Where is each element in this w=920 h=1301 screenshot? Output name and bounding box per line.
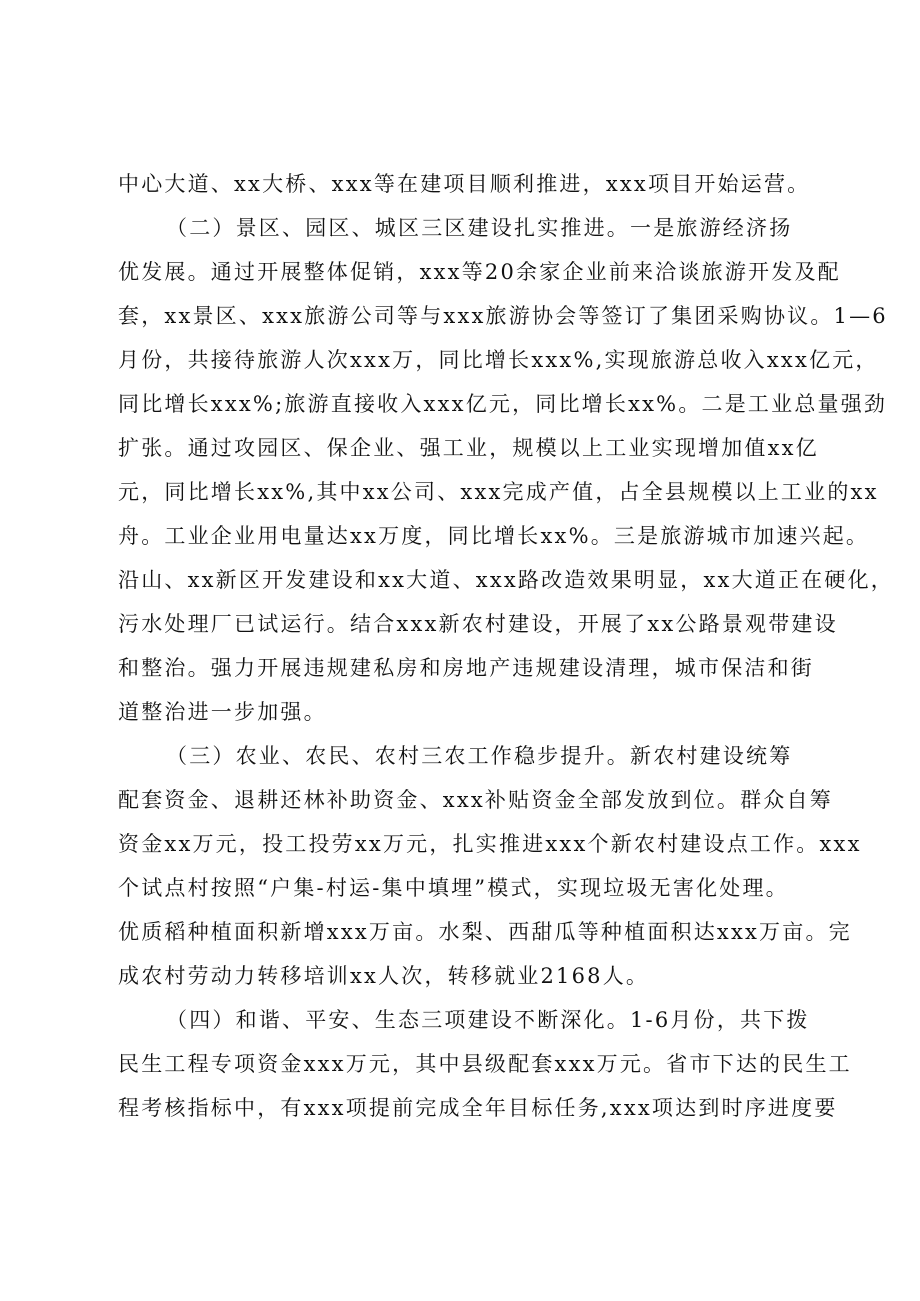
- text-line: 扩张。通过攻园区、保企业、强工业，规模以上工业实现增加值xx亿: [118, 436, 819, 460]
- text-line: 优发展。通过开展整体促销，xxx等20余家企业前来洽谈旅游开发及配: [118, 260, 841, 284]
- text-line: 民生工程专项资金xxx万元，其中县级配套xxx万元。省市下达的民生工: [118, 1052, 852, 1076]
- section-heading-line: （四）和谐、平安、生态三项建设不断深化。1-6月份，共下拨: [166, 1008, 810, 1032]
- section-heading-line: （三）农业、农民、农村三农工作稳步提升。新农村建设统筹: [166, 744, 793, 768]
- text-line: 月份，共接待旅游人次xxx万，同比增长xxx%,实现旅游总收入xxx亿元，: [118, 348, 879, 372]
- section-heading-line: （二）景区、园区、城区三区建设扎实推进。一是旅游经济扬: [166, 216, 793, 240]
- text-line: 配套资金、退耕还林补助资金、xxx补贴资金全部发放到位。群众自筹: [118, 788, 833, 812]
- text-line: 成农村劳动力转移培训xx人次，转移就业2168人。: [118, 964, 650, 988]
- text-line: 和整治。强力开展违规建私房和房地产违规建设清理，城市保洁和街: [118, 656, 814, 680]
- text-line: 舟。工业企业用电量达xx万度，同比增长xx%。三是旅游城市加速兴起。: [118, 524, 870, 548]
- text-line: 沿山、xx新区开发建设和xx大道、xxx路改造效果明显，xx大道正在硬化，: [118, 568, 894, 592]
- text-line: 道整治进一步加强。: [118, 700, 327, 724]
- text-line: 中心大道、xx大桥、xxx等在建项目顺利推进，xxx项目开始运营。: [118, 172, 811, 196]
- body-text: [118, 162, 894, 1130]
- text-line: 元，同比增长xx%,其中xx公司、xxx完成产值，占全县规模以上工业的xx: [118, 480, 879, 504]
- text-line: 优质稻种植面积新增xxx万亩。水梨、西甜瓜等种植面积达xxx万亩。完: [118, 920, 852, 944]
- text-line: 程考核指标中，有xxx项提前完成全年目标任务,xxx项达到时序进度要: [118, 1096, 838, 1120]
- text-line: 污水处理厂已试运行。结合xxx新农村建设，开展了xx公路景观带建设: [118, 612, 838, 636]
- text-line: 资金xx万元，投工投劳xx万元，扎实推进xxx个新农村建设点工作。xxx: [118, 832, 862, 856]
- text-line: 同比增长xxx%;旅游直接收入xxx亿元，同比增长xx%。二是工业总量强劲: [118, 392, 888, 416]
- text-line: 个试点村按照“户集-村运-集中填埋”模式，实现垃圾无害化处理。: [118, 876, 789, 900]
- text-line: 套，xx景区、xxx旅游公司等与xxx旅游协会等签订了集团采购协议。1—6: [118, 304, 888, 328]
